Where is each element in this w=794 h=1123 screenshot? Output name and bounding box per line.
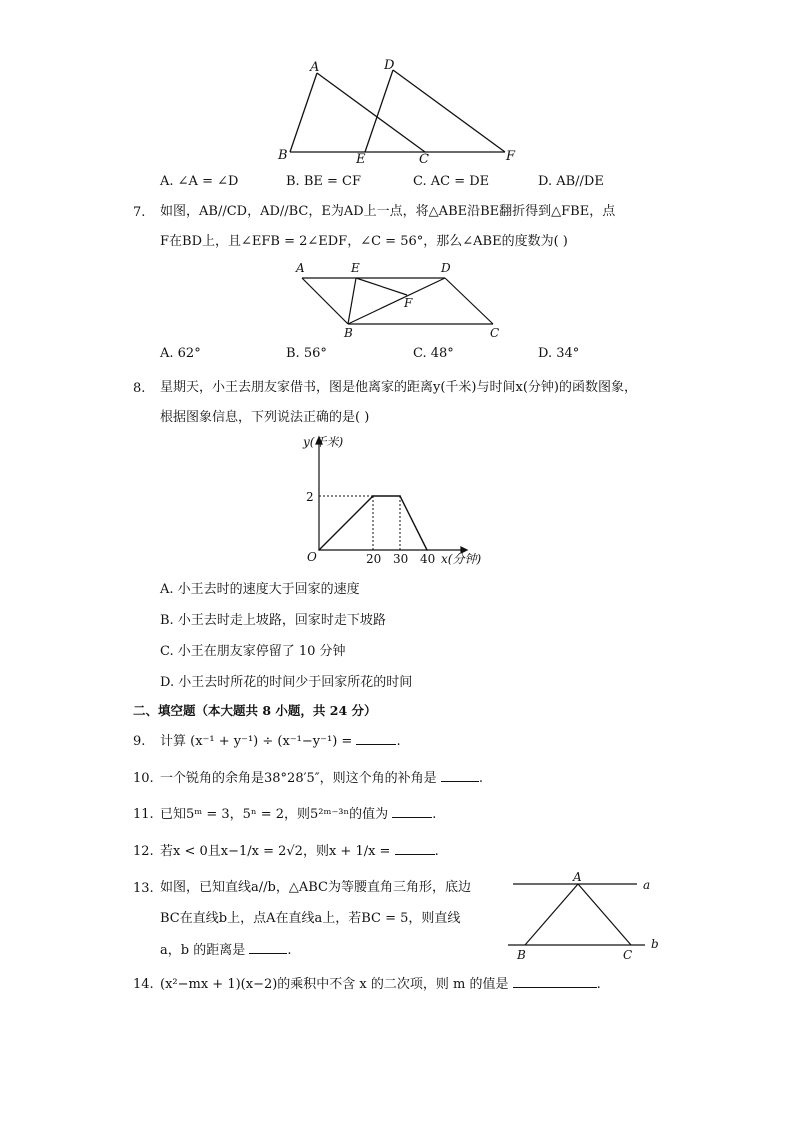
q8-x-label: x(分钟): [441, 552, 482, 566]
q10-number: 10.: [133, 771, 154, 786]
q8-x-tick-20: 20: [366, 552, 382, 566]
q6-segment-ac: [317, 73, 425, 152]
q10-answer-blank[interactable]: [441, 769, 479, 782]
q7-label-a: A: [296, 261, 305, 275]
q6-figure: [270, 55, 530, 170]
q7-label-c: C: [490, 326, 500, 340]
q7-option-c[interactable]: C. 48°: [413, 346, 454, 361]
q10-period: .: [478, 771, 483, 786]
q8-option-a[interactable]: A. 小王去时的速度大于回家的速度: [160, 582, 360, 597]
q6-segment-ab: [290, 73, 317, 152]
q11-number: 11.: [133, 807, 154, 822]
q11-answer-blank[interactable]: [392, 805, 432, 818]
q13-segment-ab: [525, 884, 578, 945]
q8-y-tick-2: 2: [306, 490, 314, 504]
q13-label-a: A: [573, 870, 582, 884]
q10-line: [160, 769, 483, 788]
q8-option-d[interactable]: D. 小王去时所花的时间少于回家所花的时间: [160, 675, 413, 690]
q8-point-0: [318, 549, 320, 551]
q11-text: 已知5ᵐ = 3，5ⁿ = 2，则5²ᵐ⁻³ⁿ的值为: [160, 807, 389, 822]
q6-segment-df: [393, 70, 505, 152]
q14-line: [160, 975, 601, 994]
q7-option-b[interactable]: B. 56°: [286, 346, 327, 361]
q8-x-tick-40: 40: [420, 552, 436, 566]
q7-figure: [290, 258, 510, 344]
q8-y-label: y(千米): [303, 435, 344, 449]
q7-number: 7.: [133, 205, 146, 220]
q13-text-line1: 如图，已知直线a//b，△ABC为等腰直角三角形，底边: [160, 880, 471, 895]
q13-period: .: [287, 943, 292, 958]
q8-x-tick-30: 30: [393, 552, 409, 566]
q13-label-b: B: [517, 948, 526, 962]
q8-number: 8.: [133, 381, 146, 396]
q7-segment-bd: [348, 278, 445, 324]
q9-answer-blank[interactable]: [356, 732, 396, 745]
q6-option-a[interactable]: A. ∠A = ∠D: [160, 174, 239, 189]
q13-segment-ac: [578, 884, 631, 945]
q7-segment-be: [348, 278, 356, 324]
q10-text: 一个锐角的余角是38°28′5″，则这个角的补角是: [160, 771, 437, 786]
q6-label-e: E: [356, 152, 366, 167]
q7-label-f: F: [404, 296, 413, 310]
q11-period: .: [432, 807, 437, 822]
q13-text-line3: a，b 的距离是: [160, 943, 246, 958]
q14-number: 14.: [133, 977, 154, 992]
q8-chart: [295, 432, 495, 572]
q7-option-d[interactable]: D. 34°: [538, 346, 580, 361]
q7-segment-dc: [445, 278, 493, 324]
q6-label-d: D: [384, 58, 395, 73]
q13-line3: [160, 941, 292, 960]
q13-text-line2: BC在直线b上，点A在直线a上，若BC = 5，则直线: [160, 911, 461, 926]
q13-label-line-a: a: [643, 878, 651, 892]
q13-number: 13.: [133, 881, 154, 896]
q6-label-b: B: [278, 148, 288, 163]
q6-label-f: F: [506, 149, 516, 164]
q8-option-b[interactable]: B. 小王去时走上坡路，回家时走下坡路: [160, 613, 386, 628]
q14-answer-blank[interactable]: [513, 975, 597, 988]
q6-label-a: A: [310, 60, 320, 75]
q6-option-d[interactable]: D. AB//DE: [538, 174, 604, 189]
q8-point-2: [399, 495, 401, 497]
q7-text-line2: F在BD上，且∠EFB = 2∠EDF，∠C = 56°，那么∠ABE的度数为( ): [160, 234, 568, 249]
q14-period: .: [596, 977, 601, 992]
q6-option-b[interactable]: B. BE = CF: [286, 174, 361, 189]
q9-number: 9.: [133, 734, 146, 749]
q9-period: .: [396, 734, 401, 749]
q12-line: [160, 842, 439, 861]
q8-text-line1: 星期天，小王去朋友家借书，图是他离家的距离y(千米)与时间x(分钟)的函数图象，: [160, 380, 637, 395]
q7-label-d: D: [441, 261, 451, 275]
q8-text-line2: 根据图象信息，下列说法正确的是( ): [160, 410, 370, 425]
q6-option-c[interactable]: C. AC = DE: [413, 174, 490, 189]
q8-option-c[interactable]: C. 小王在朋友家停留了 10 分钟: [160, 644, 346, 659]
q12-answer-blank[interactable]: [395, 842, 435, 855]
q13-figure: [505, 868, 670, 964]
q9-text: 计算 (x⁻¹ + y⁻¹) ÷ (x⁻¹−y⁻¹) =: [160, 734, 353, 749]
section-title: 二、填空题（本大题共 8 小题，共 24 分）: [133, 703, 377, 718]
q7-label-b: B: [344, 326, 353, 340]
q8-origin-label: O: [307, 550, 317, 564]
q7-label-e: E: [351, 261, 360, 275]
q12-number: 12.: [133, 844, 154, 859]
q14-text: (x²−mx + 1)(x−2)的乘积中不含 x 的二次项，则 m 的值是: [160, 977, 509, 992]
q13-label-c: C: [623, 948, 633, 962]
q8-point-1: [372, 495, 374, 497]
q7-segment-ab: [302, 278, 348, 324]
q13-answer-blank[interactable]: [249, 941, 287, 954]
q7-segment-ef: [356, 278, 407, 295]
q9-line: [160, 732, 401, 751]
q7-option-a[interactable]: A. 62°: [160, 346, 201, 361]
q13-label-line-b: b: [651, 937, 659, 951]
q6-label-c: C: [419, 152, 429, 167]
q8-point-3: [426, 549, 428, 551]
q11-line: [160, 805, 436, 824]
q7-text-line1: 如图，AB//CD，AD//BC，E为AD上一点，将△ABE沿BE翻折得到△FBE，点: [160, 204, 616, 219]
q12-text: 若x < 0且x−1/x = 2√2，则x + 1/x =: [160, 844, 391, 859]
q12-period: .: [434, 844, 439, 859]
